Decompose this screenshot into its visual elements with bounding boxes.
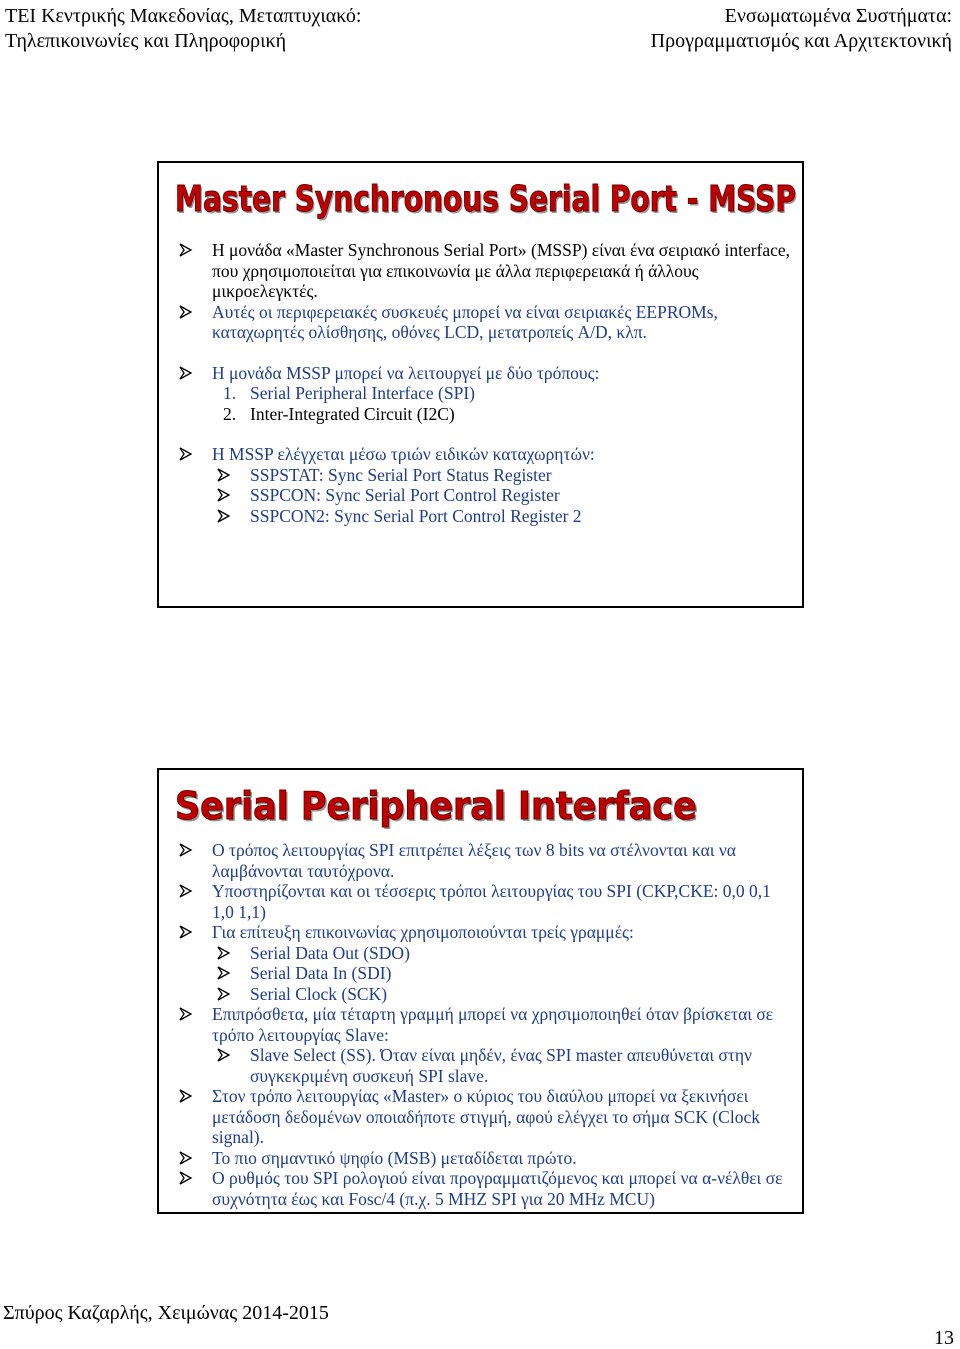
arrow-bullet-icon <box>179 843 193 857</box>
list-item: SSPCON: Sync Serial Port Control Register <box>177 485 792 506</box>
list-item: Ο τρόπος λειτουργίας SPI επιτρέπει λέξεις των 8 bits να στέλνονται και να λαμβάνονται ταυτόχρονα. <box>177 840 792 881</box>
slide-title: Master Synchronous Serial Port - MSSP <box>175 179 796 220</box>
list-item: Serial Data Out (SDO) <box>177 943 792 964</box>
header-left-line1: ΤΕΙ Κεντρικής Μακεδονίας, Μεταπτυχιακό: <box>5 5 362 27</box>
arrow-bullet-icon <box>179 925 193 939</box>
list-item: Στον τρόπο λειτουργίας «Master» ο κύριος του διαύλου μπορεί να ξεκινήσει μετάδοση δεδομένων οποιαδήποτε στιγμή, αφού ελέγχει το σήμα SCK (Clock signal). <box>177 1086 792 1148</box>
numbered-item: 2. Inter-Integrated Circuit (I2C) <box>223 403 455 424</box>
list-item: H MSSP ελέγχεται μέσω τριών ειδικών καταχωρητών: <box>177 444 792 465</box>
list-item: Η μονάδα MSSP μπορεί να λειτουργεί με δύο τρόπους: <box>177 363 792 384</box>
list-item: SSPSTAT: Sync Serial Port Status Register <box>177 465 792 486</box>
arrow-bullet-icon <box>179 243 193 257</box>
arrow-bullet-icon <box>179 884 193 898</box>
list-item: Serial Data In (SDI) <box>177 963 792 984</box>
arrow-bullet-icon <box>179 1089 193 1103</box>
arrow-bullet-icon <box>179 1151 193 1165</box>
arrow-bullet-icon <box>217 1048 231 1062</box>
arrow-bullet-icon <box>217 946 231 960</box>
arrow-bullet-icon <box>179 305 193 319</box>
list-item: Το πιο σημαντικό ψηφίο (MSB) μεταδίδεται πρώτο. <box>177 1148 792 1169</box>
page-header-right <box>651 4 952 54</box>
arrow-bullet-icon <box>179 1171 193 1185</box>
item-number: 2. <box>223 403 237 424</box>
list-item: Για επίτευξη επικοινωνίας χρησιμοποιούνται τρείς γραμμές: <box>177 922 792 943</box>
list-item: SSPCON2: Sync Serial Port Control Register 2 <box>177 506 792 527</box>
list-item: Η μονάδα «Master Synchronous Serial Port» (MSSP) είναι ένα σειριακό interface, που χρησιμοποιείται για επικοινωνία με άλλα περιφερειακά ή άλλους μικροελεγκτές. <box>177 240 792 302</box>
arrow-bullet-icon <box>217 987 231 1001</box>
slide-title: Serial Peripheral Interface <box>175 784 697 828</box>
slide-body <box>177 840 792 1209</box>
slide-body <box>177 240 792 526</box>
list-item: Υποστηρίζονται και οι τέσσερις τρόποι λειτουργίας του SPI (CKP,CKE: 0,0 0,1 1,0 1,1) <box>177 881 792 922</box>
list-item: Επιπρόσθετα, μία τέταρτη γραμμή μπορεί να χρησιμοποιηθεί όταν βρίσκεται σε τρόπο λειτουργίας Slave: <box>177 1004 792 1045</box>
list-item: Ο ρυθμός του SPI ρολογιού είναι προγραμματιζόμενος και μπορεί να α-νέλθει σε συχνότητα έως και Fosc/4 (π.χ. 5 MHZ SPI για 20 MHz MCU) <box>177 1168 792 1209</box>
arrow-bullet-icon <box>179 447 193 461</box>
header-right-line2: Προγραμματισμός και Αρχιτεκτονική <box>650 30 952 52</box>
list-item: Serial Clock (SCK) <box>177 984 792 1005</box>
page-footer-author: Σπύρος Καζαρλής, Χειμώνας 2014-2015 <box>3 1302 329 1324</box>
arrow-bullet-icon <box>217 966 231 980</box>
arrow-bullet-icon <box>179 366 193 380</box>
slide-mssp <box>157 161 804 608</box>
list-item: Slave Select (SS). Όταν είναι μηδέν, ένας SPI master απευθύνεται στην συγκεκριμένη συσκευή SPI slave. <box>177 1045 792 1086</box>
list-item: Αυτές οι περιφερειακές συσκευές μπορεί να είναι σειριακές EEPROMs, καταχωρητές ολίσθησης, οθόνες LCD, μετατροπείς A/D, κλπ. <box>177 302 792 343</box>
header-left-line2: Τηλεπικοινωνίες και Πληροφορική <box>5 30 287 52</box>
arrow-bullet-icon <box>217 468 231 482</box>
arrow-bullet-icon <box>179 1007 193 1021</box>
page-header-left <box>5 4 361 54</box>
item-number: 1. <box>223 383 237 403</box>
slide-spi <box>157 768 804 1214</box>
header-right-line1: Ενσωματωμένα Συστήματα: <box>724 5 952 27</box>
numbered-item: 1. Serial Peripheral Interface (SPI) <box>223 383 475 403</box>
arrow-bullet-icon <box>217 509 231 523</box>
arrow-bullet-icon <box>217 488 231 502</box>
page-number: 13 <box>934 1327 954 1349</box>
